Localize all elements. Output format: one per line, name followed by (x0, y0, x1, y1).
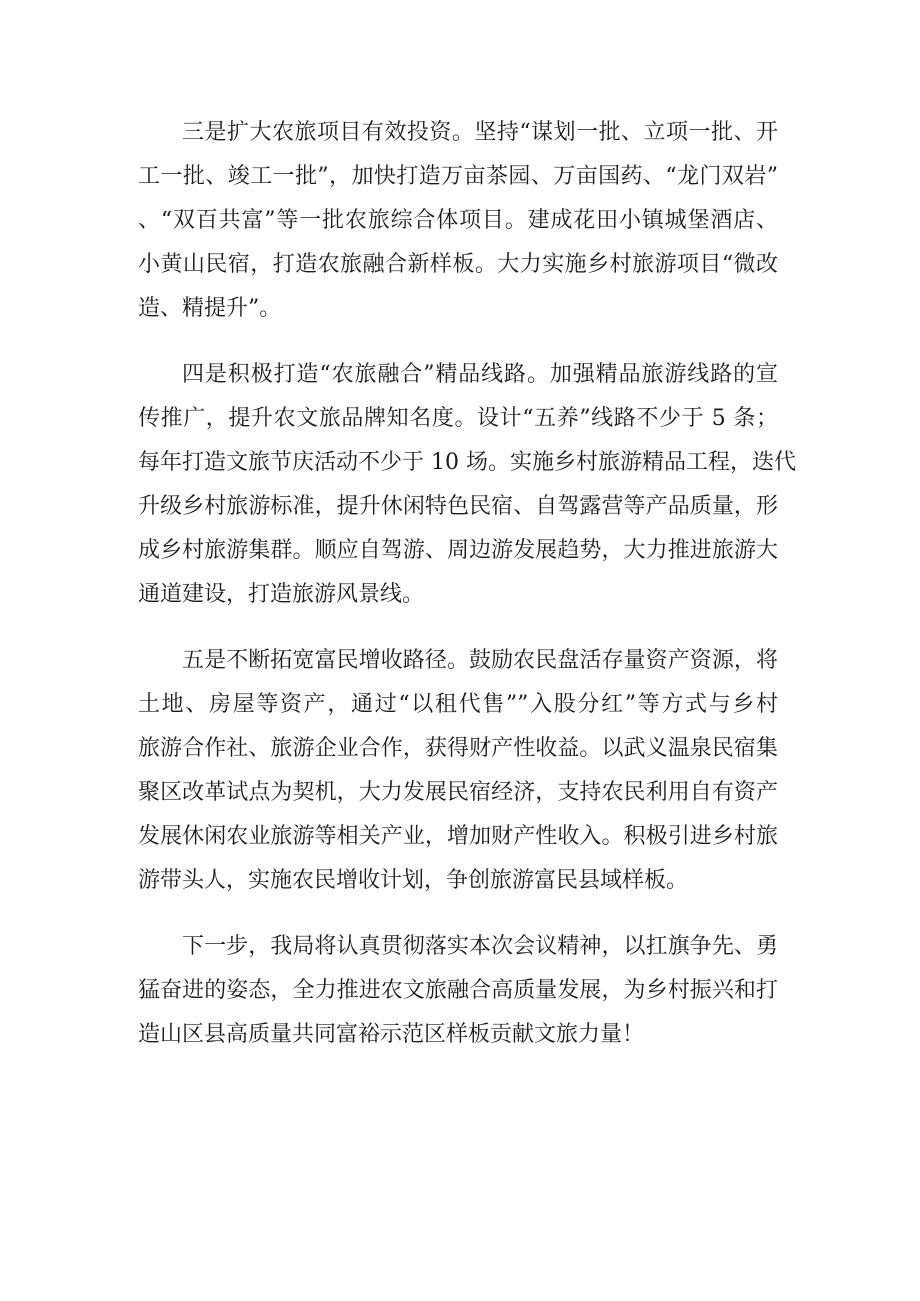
paragraph-line: 每年打造文旅节庆活动不少于 10 场。实施乡村旅游精品工程，迭代 (138, 450, 796, 475)
paragraph-gap (138, 331, 778, 353)
paragraph-gap (138, 903, 778, 925)
paragraph-line: 造山区县高质量共同富裕示范区样板贡献文旅力量！ (138, 1022, 645, 1047)
paragraph-line: 、“双百共富”等一批农旅综合体项目。建成花田小镇城堡酒店、 (138, 208, 778, 233)
paragraph-line: 造、精提升”。 (138, 296, 282, 321)
document-body (138, 111, 796, 1057)
paragraph-line: 发展休闲农业旅游等相关产业，增加财产性收入。积极引进乡村旅 (138, 824, 778, 849)
paragraph-line: 聚区改革试点为契机，大力发展民宿经济，支持农民利用自有资产 (138, 780, 778, 805)
paragraph-line: 猛奋进的姿态，全力推进农文旅融合高质量发展，为乡村振兴和打 (138, 978, 778, 1003)
paragraph-line: 工一批、竣工一批”，加快打造万亩茶园、万亩国药、“龙门双岩” (138, 164, 778, 189)
paragraph-gap (138, 617, 778, 639)
paragraph-line: 五是不断拓宽富民增收路径。鼓励农民盘活存量资产资源，将 (182, 648, 778, 673)
paragraph-line: 旅游合作社、旅游企业合作，获得财产性收益。以武义温泉民宿集 (138, 736, 778, 761)
paragraph-line: 升级乡村旅游标准，提升休闲特色民宿、自驾露营等产品质量，形 (138, 494, 778, 519)
paragraph-line: 传推广，提升农文旅品牌知名度。设计“五养”线路不少于 5 条； (138, 406, 778, 431)
paragraph-line: 小黄山民宿，打造农旅融合新样板。大力实施乡村旅游项目“微改 (138, 252, 778, 277)
paragraph-line: 通道建设，打造旅游风景线。 (138, 582, 425, 607)
paragraph-line: 成乡村旅游集群。顺应自驾游、周边游发展趋势，大力推进旅游大 (138, 538, 778, 563)
paragraph-line: 土地、房屋等资产，通过“以租代售””入股分红”等方式与乡村 (138, 692, 778, 717)
paragraph-routes (138, 353, 796, 617)
paragraph-income (138, 639, 778, 903)
paragraph-next-step (138, 925, 778, 1057)
paragraph-line: 四是积极打造“农旅融合”精品线路。加强精品旅游线路的宣 (182, 362, 778, 387)
paragraph-line: 三是扩大农旅项目有效投资。坚持“谋划一批、立项一批、开 (182, 120, 778, 145)
paragraph-line: 下一步，我局将认真贯彻落实本次会议精神，以扛旗争先、勇 (182, 934, 778, 959)
paragraph-investment (138, 111, 778, 331)
paragraph-line: 游带头人，实施农民增收计划，争创旅游富民县域样板。 (138, 868, 689, 893)
